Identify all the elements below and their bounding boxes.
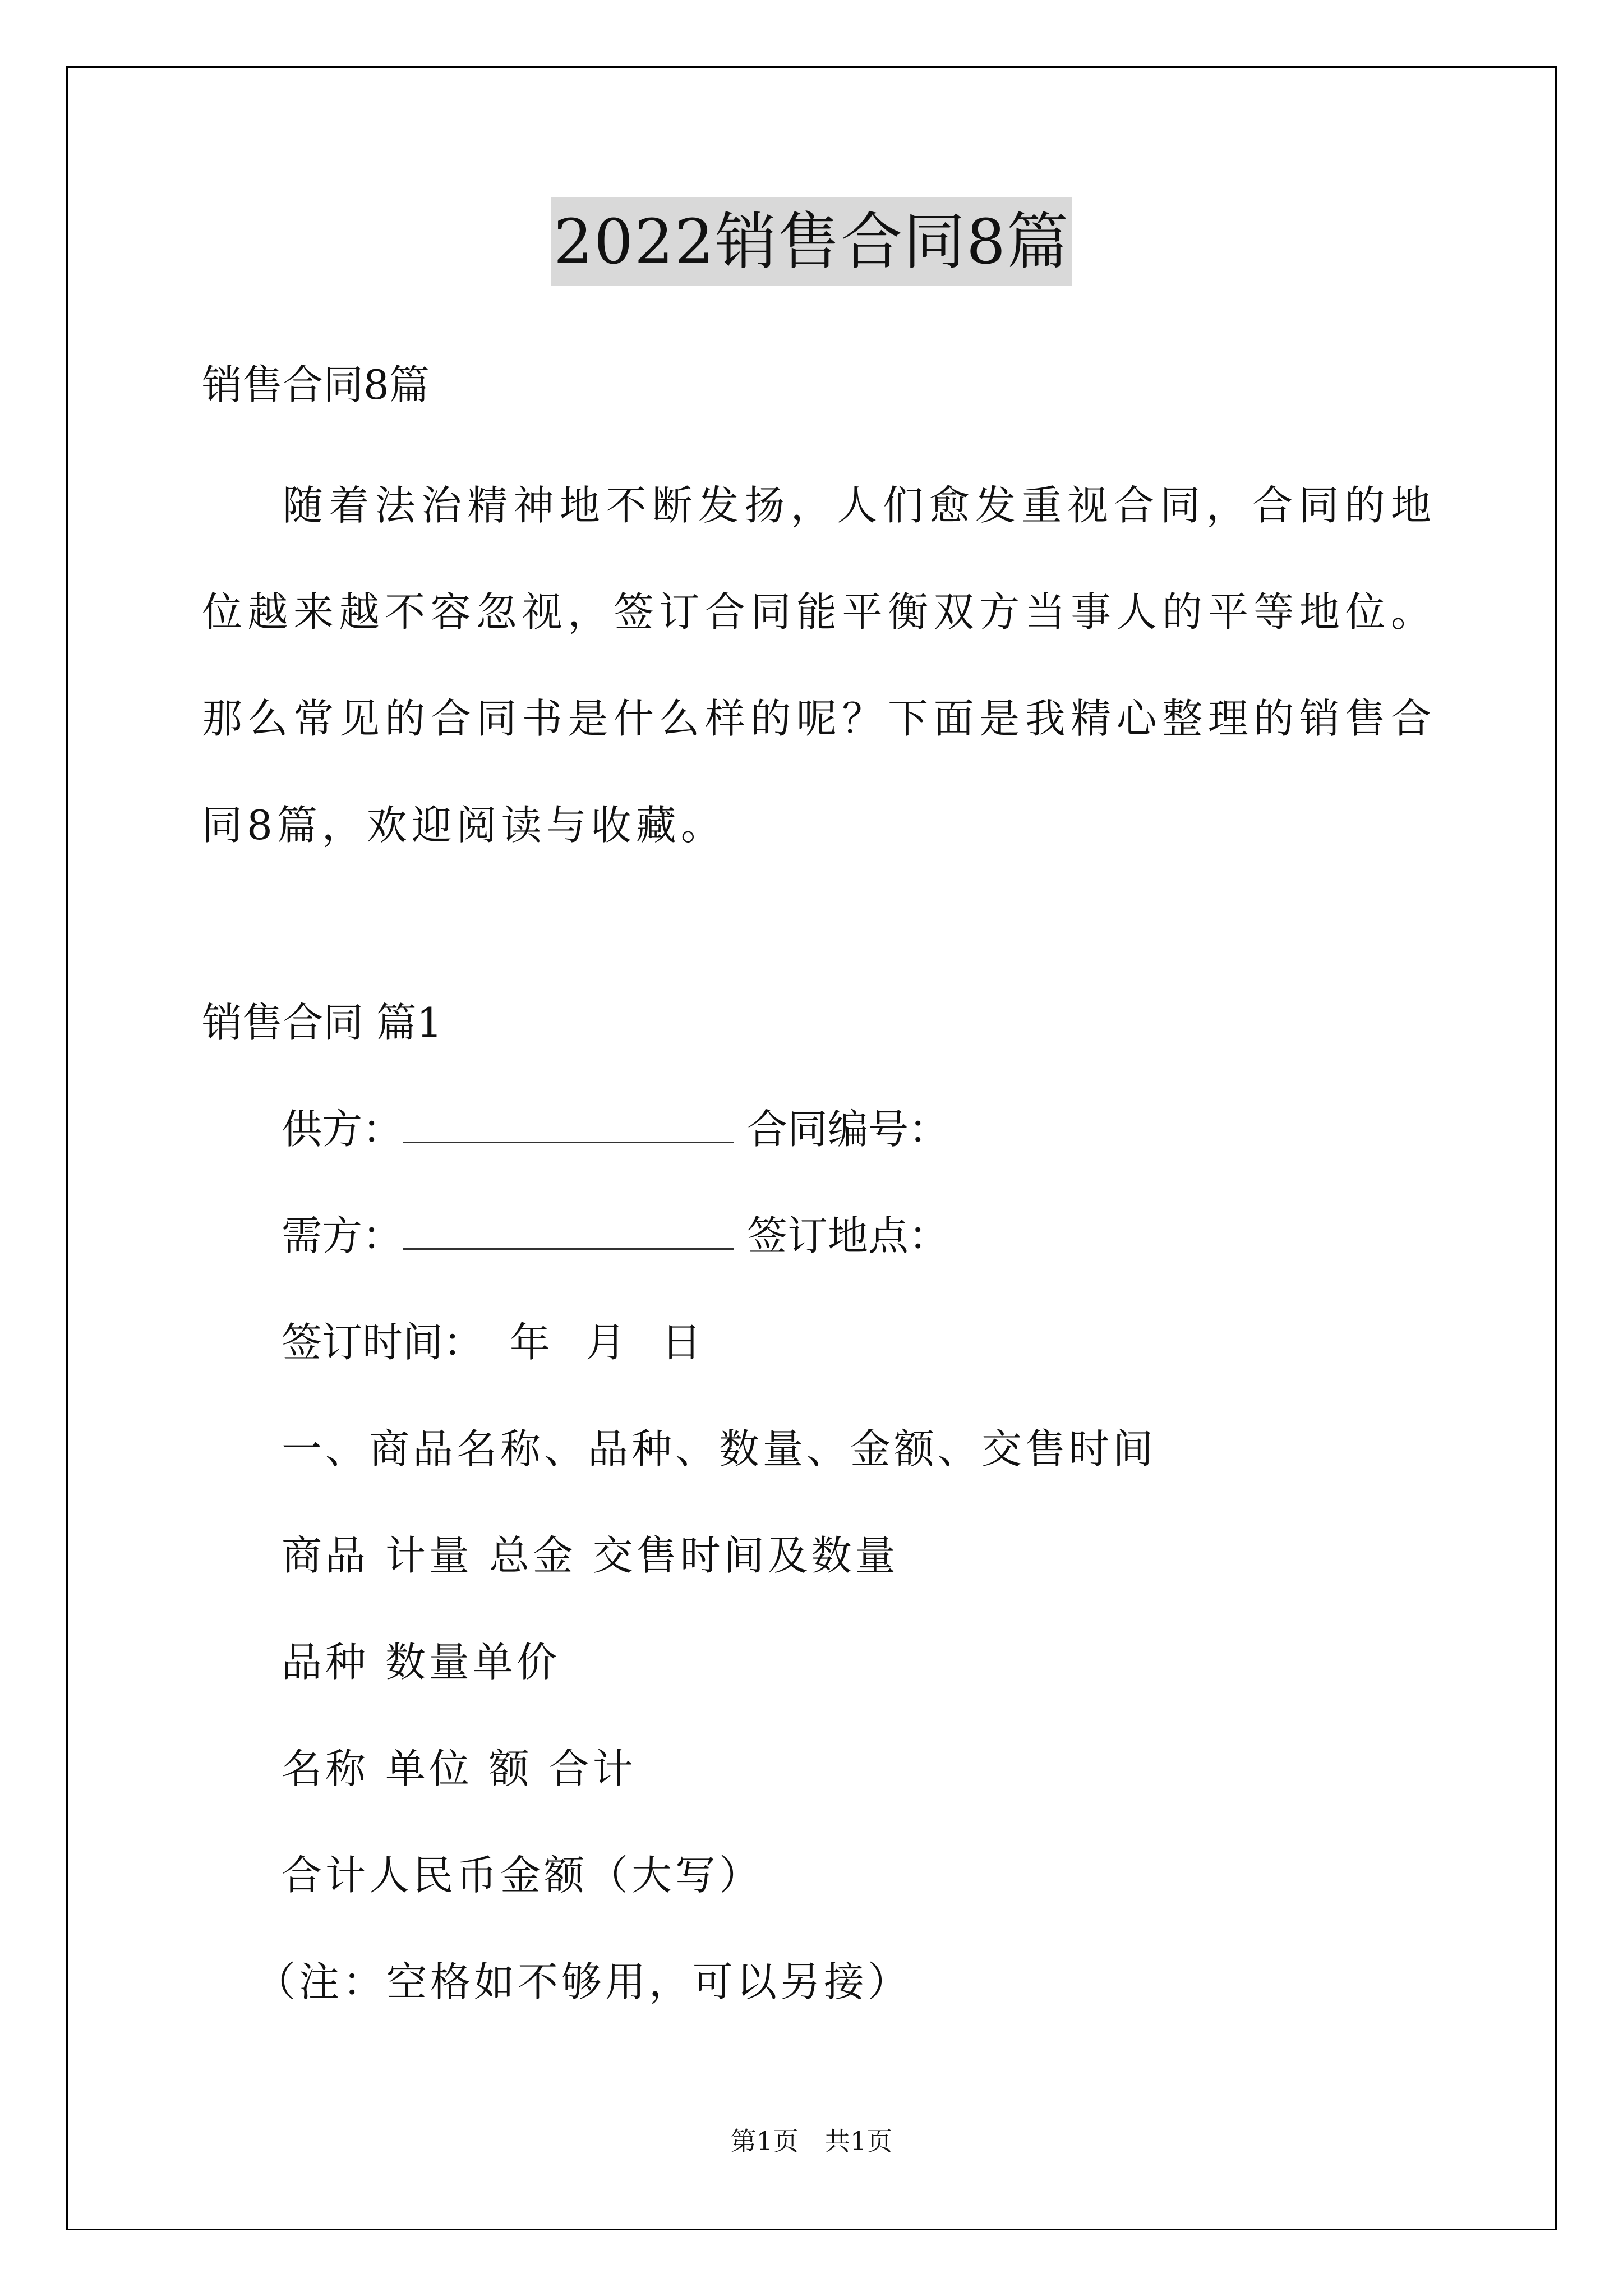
supplier-blank xyxy=(403,1106,734,1143)
buyer-label: 需方： xyxy=(282,1212,403,1259)
buyer-blank xyxy=(403,1212,734,1250)
day-label: 日 xyxy=(661,1319,702,1366)
table-row-1: 商品 计量 总金 交售时间及数量 xyxy=(282,1532,899,1579)
document-title: 2022销售合同8篇 xyxy=(551,197,1072,286)
total-rmb-line: 合计人民币金额（大写） xyxy=(282,1852,763,1899)
page-footer: 第1页 共1页 xyxy=(730,2126,893,2156)
document-subtitle: 销售合同8篇 xyxy=(202,361,430,408)
sign-time-row xyxy=(282,1317,702,1368)
note-line: （注：空格如不够用，可以另接） xyxy=(255,1958,912,2005)
title-container xyxy=(0,197,1623,286)
contract-no-label: 合同编号： xyxy=(747,1106,949,1153)
buyer-row xyxy=(282,1210,949,1262)
supplier-row xyxy=(282,1103,949,1155)
item-one-heading: 一、商品名称、品种、数量、金额、交售时间 xyxy=(282,1425,1157,1473)
supplier-label: 供方： xyxy=(282,1106,403,1153)
year-label: 年 xyxy=(509,1319,550,1366)
sign-place-label: 签订地点： xyxy=(747,1212,949,1259)
table-row-3: 名称 单位 额 合计 xyxy=(282,1745,637,1792)
table-row-2: 品种 数量单价 xyxy=(282,1639,560,1686)
section-heading: 销售合同 篇1 xyxy=(202,999,442,1046)
intro-paragraph: 随着法治精神地不断发扬，人们愈发重视合同，合同的地位越来越不容忽视，签订合同能平衡双方当事人的平等地位。那么常见的合同书是什么样的呢？下面是我精心整理的销售合同8篇，欢迎阅读与收藏。 xyxy=(202,482,1436,849)
sign-time-label: 签订时间： xyxy=(282,1319,484,1366)
month-label: 月 xyxy=(585,1319,626,1366)
